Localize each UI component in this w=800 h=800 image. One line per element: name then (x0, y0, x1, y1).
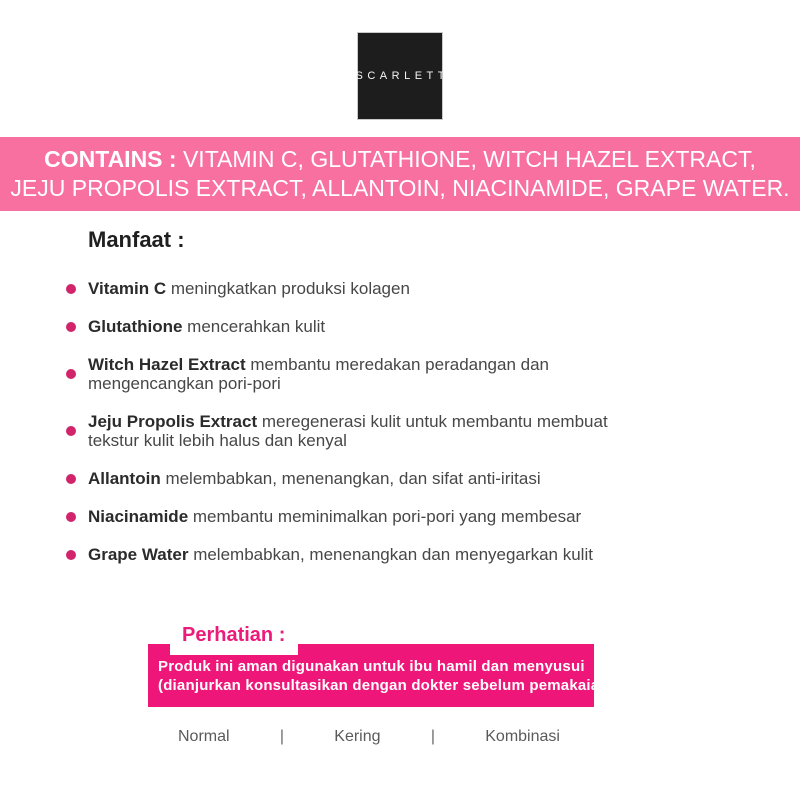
caution-label: Perhatian : (170, 624, 298, 655)
separator: | (279, 728, 284, 745)
ingredients-banner-line1: CONTAINS : VITAMIN C, GLUTATHIONE, WITCH HAZEL EXTRACT, (44, 146, 756, 172)
benefits-heading: Manfaat : (88, 227, 185, 252)
brand-logo (355, 32, 449, 120)
benefits-section (66, 227, 770, 583)
list-item (66, 317, 770, 336)
ingredient-description: meningkatkan produksi kolagen (166, 279, 410, 298)
ingredient-description: membantu meminimalkan pori-pori yang membesar (188, 507, 582, 526)
bullet-icon (66, 550, 76, 560)
separator: | (430, 728, 435, 745)
ingredient-description: melembabkan, menenangkan dan menyegarkan kulit (188, 545, 593, 564)
bullet-icon (66, 512, 76, 522)
ingredient-name: Niacinamide (88, 507, 189, 526)
bullet-icon (66, 426, 76, 436)
caution-text-line1: Produk ini aman digunakan untuk ibu hamil dan menyusui (158, 658, 585, 675)
bullet-icon (66, 369, 76, 379)
ingredient-name: Jeju Propolis Extract (88, 412, 258, 431)
list-item (66, 507, 770, 526)
ingredients-banner-line2: JEJU PROPOLIS EXTRACT, ALLANTOIN, NIACINAMIDE, GRAPE WATER. (10, 175, 790, 201)
list-item (66, 279, 770, 298)
ingredients-banner (0, 137, 800, 211)
skin-type-normal: Normal (178, 728, 230, 745)
list-item (66, 355, 770, 393)
ingredient-name: Grape Water (88, 545, 189, 564)
ingredient-description: membantu meredakan peradangan dan mengencangkan pori-pori (88, 355, 550, 393)
ingredient-name: Glutathione (88, 317, 183, 336)
caution-text-line2: (dianjurkan konsultasikan dengan dokter sebelum pemakaian). (158, 677, 619, 694)
list-item (66, 469, 770, 488)
ingredient-name: Witch Hazel Extract (88, 355, 246, 374)
skin-type-kering: Kering (334, 728, 381, 745)
bullet-icon (66, 322, 76, 332)
brand-logo-text: SCARLETT (355, 70, 449, 82)
list-item (66, 545, 770, 564)
ingredient-description: melembabkan, menenangkan, dan sifat anti-iritasi (160, 469, 541, 488)
ingredient-name: Vitamin C (88, 279, 167, 298)
ingredient-description: mencerahkan kulit (182, 317, 326, 336)
skin-type-row (178, 728, 560, 746)
skin-type-kombinasi: Kombinasi (485, 728, 560, 745)
caution-box (148, 624, 619, 707)
bullet-icon (66, 284, 76, 294)
ingredient-name: Allantoin (88, 469, 161, 488)
bullet-icon (66, 474, 76, 484)
contains-label: CONTAINS : (44, 146, 177, 172)
list-item (66, 412, 770, 450)
ingredient-description: meregenerasi kulit untuk membantu membuat tekstur kulit lebih halus dan kenyal (88, 412, 608, 450)
benefits-list (66, 279, 770, 564)
